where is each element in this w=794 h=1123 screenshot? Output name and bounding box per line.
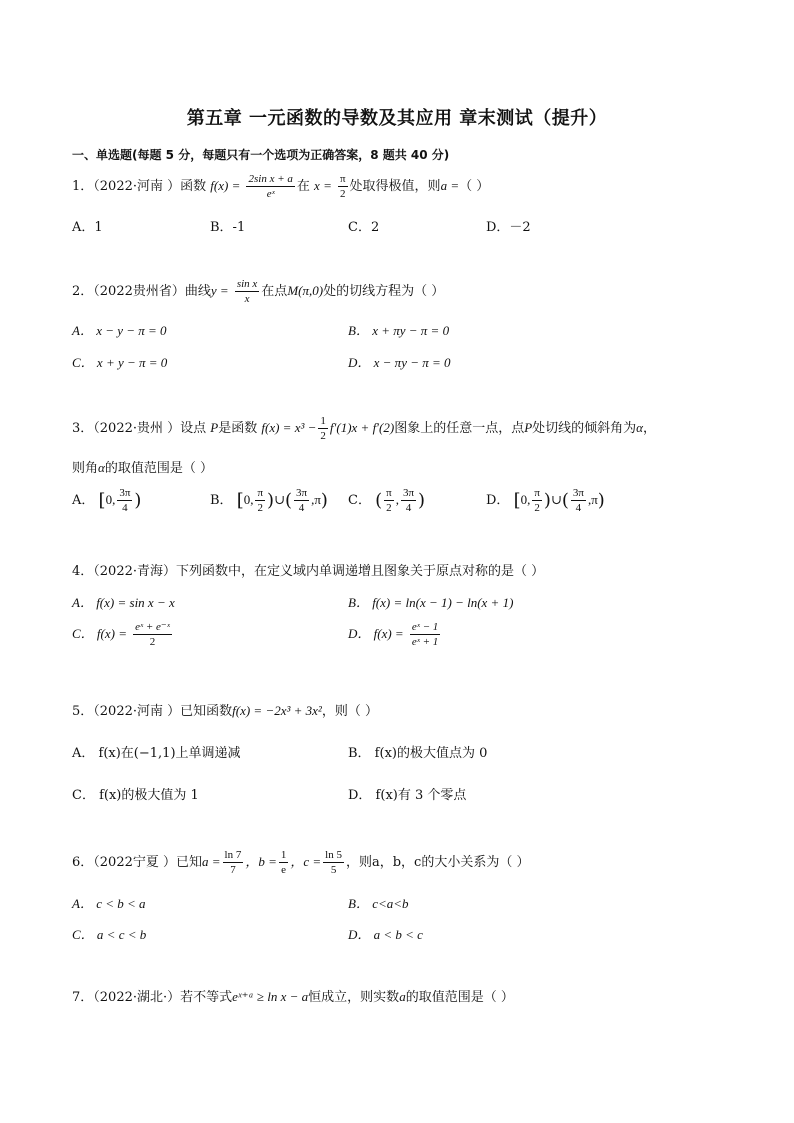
question-text: （2022·湖北·）若不等式 xyxy=(93,990,233,1005)
option-b: B． f(x) = ln(x − 1) − ln(x + 1) xyxy=(348,595,514,610)
option-b: B．-1 xyxy=(210,220,246,235)
option-a: A． [0, $\frac{3\pi}{4}$ ) xyxy=(72,487,142,514)
option-a: A． c < b < a xyxy=(72,896,146,911)
option-a: A．1 xyxy=(72,220,103,235)
fraction: $\frac{\ln 7}{7}$ xyxy=(224,849,242,876)
option-d: D． f(x) = $\frac{\text{eˣ − 1}}{\text{eˣ + 1}}$ xyxy=(348,621,439,648)
question-number: 5． xyxy=(72,704,94,719)
question-7: 7．（2022·湖北·）若不等式eˣ⁺ᵃ ≥ ln x − a恒成立，则实数a的取值范围是（ ） xyxy=(72,989,514,1005)
question-number: 4． xyxy=(72,564,94,579)
option-b: B． [0, $\frac{\pi}{2}$ )∪( $\frac{3\pi}{4}$ ,π) xyxy=(210,487,328,514)
option-d: D． x − πy − π = 0 xyxy=(348,355,451,370)
section-heading: 一、单选题(每题 5 分，每题只有一个选项为正确答案，8 题共 40 分) xyxy=(72,148,450,162)
question-6: 6．（2022宁夏 ）已知a = $\frac{\ln 7}{7}$ ，b = $\frac{1}{e}$ ，c = $\frac{\ln 5}{5}$ ，则a，b，c的大小关系为（ ） xyxy=(72,849,530,876)
question-2: 2．（2022贵州省）曲线y = $\frac{\text{sin x}}{x}$ 在点M(π,0)处的切线方程为（ ） xyxy=(72,278,445,305)
fraction: $\frac{1}{e}$ xyxy=(280,849,287,876)
option-a: A． f(x)在(−1,1)上单调递减 xyxy=(72,746,241,761)
question-text: （2022·贵州 ）设点 xyxy=(93,421,207,436)
question-number: 2． xyxy=(72,284,94,299)
question-number: 3． xyxy=(72,421,94,436)
question-5: 5．（2022·河南 ）已知函数f(x) = −2x³ + 3x²，则（ ） xyxy=(72,703,378,719)
option-a: A． f(x) = sin x − x xyxy=(72,595,175,610)
option-b: B． x + πy − π = 0 xyxy=(348,323,450,338)
fraction: $\frac{\text{2sin x + a}}{\text{eˣ}}$ xyxy=(248,173,293,200)
question-text: （2022宁夏 ）已知 xyxy=(93,855,202,870)
option-d: D． a < b < c xyxy=(348,927,423,942)
question-text: （2022·河南 ）函数 xyxy=(93,179,207,194)
option-b: B． c<a<b xyxy=(348,896,409,911)
option-c: C．2 xyxy=(348,220,380,235)
fraction: $\frac{\text{sin x}}{x}$ xyxy=(236,278,258,305)
question-number: 6． xyxy=(72,855,94,870)
fraction: $\frac{\pi}{2}$ xyxy=(339,173,346,200)
option-d: D． f(x)有 3 个零点 xyxy=(348,788,467,803)
question-1: 1．（2022·河南 ）函数 f(x) = $\frac{\text{2sin x + a}}{\text{eˣ}}$ 在 x = $\frac{\pi}{2}$ 处取得极值，则a =（ ） xyxy=(72,173,490,200)
question-number: 1． xyxy=(72,179,94,194)
question-text: （2022·青海）下列函数中，在定义域内单调递增且图象关于原点对称的是（ ） xyxy=(93,564,545,579)
option-c: C． f(x)的极大值为 1 xyxy=(72,788,199,803)
page-title: 第五章 一元函数的导数及其应用 章末测试（提升） xyxy=(186,108,608,129)
question-3-line-2: 则角α的取值范围是（ ） xyxy=(72,460,213,476)
option-d: D．－2 xyxy=(486,220,531,235)
option-c: C． a < c < b xyxy=(72,927,147,942)
option-b: B． f(x)的极大值点为 0 xyxy=(348,746,488,761)
fraction: $\frac{1}{2}$ xyxy=(320,415,326,442)
question-text: （2022贵州省）曲线 xyxy=(93,284,211,299)
question-text: （2022·河南 ）已知函数 xyxy=(93,704,233,719)
function-label: f(x) = xyxy=(210,178,241,193)
option-a: A． x − y − π = 0 xyxy=(72,323,167,338)
option-c: C． x + y − π = 0 xyxy=(72,355,168,370)
option-d: D． [0, $\frac{\pi}{2}$ )∪( $\frac{3\pi}{4}$ ,π) xyxy=(486,487,605,514)
option-c: C． ( $\frac{\pi}{2}$ , $\frac{3\pi}{4}$ ) xyxy=(348,487,426,514)
question-3: 3．（2022·贵州 ）设点 P是函数 f(x) = x³ − $\frac{1}{2}$ f′(1)x + f′(2)图象上的任意一点，点P处切线的倾斜角为α， xyxy=(72,415,657,442)
fraction: $\frac{\ln 5}{5}$ xyxy=(325,849,342,876)
option-c: C． f(x) = $\frac{\text{eˣ + e⁻ˣ}}{2}$ xyxy=(72,621,170,648)
question-4 xyxy=(72,560,544,579)
question-number: 7． xyxy=(72,990,94,1005)
